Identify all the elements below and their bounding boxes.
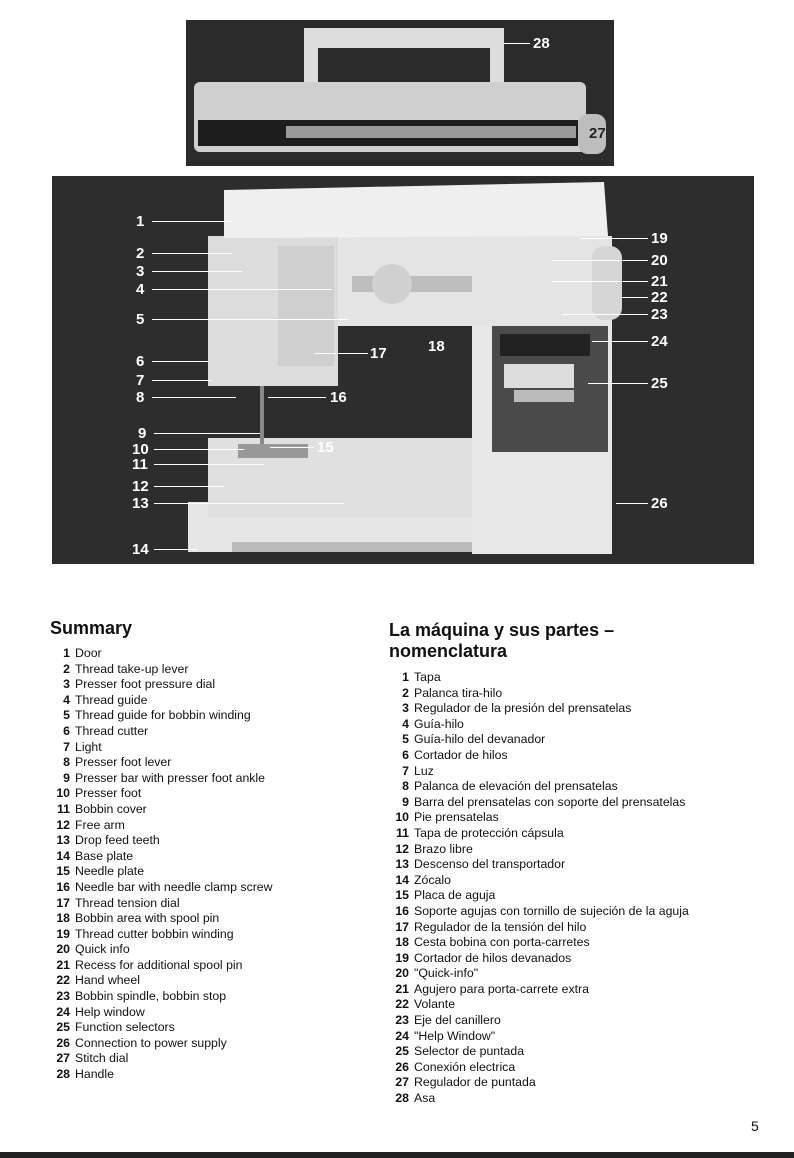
item-number: 19 [56,926,70,941]
item-number: 10 [395,810,409,825]
list-item [50,1036,273,1052]
item-number: 23 [395,1013,409,1028]
list-item [50,942,273,958]
summary-title: Summary [50,618,133,638]
list-item [50,927,273,943]
item-label: Help window [75,1004,145,1019]
callout-line-4 [152,289,332,290]
callout-27: 27 [589,125,606,142]
callout-line-20 [552,260,648,261]
item-number: 23 [56,989,70,1004]
item-number: 6 [63,723,70,738]
summary-list [50,646,273,1083]
item-number: 20 [56,942,70,957]
list-item [389,795,689,811]
item-number: 7 [402,763,409,778]
list-item [50,708,273,724]
item-number: 2 [63,661,70,676]
item-number: 6 [402,747,409,762]
spanish-list [389,670,689,1107]
item-number: 5 [402,732,409,747]
item-number: 9 [402,794,409,809]
list-item [50,849,273,865]
list-item [50,880,273,896]
callout-26: 26 [651,495,668,512]
callout-line-21 [552,281,648,282]
item-number: 12 [56,817,70,832]
callout-17: 17 [370,345,387,362]
item-label: Base plate [75,848,134,863]
item-label: Presser foot pressure dial [75,677,216,692]
item-label: Regulador de la presión del prensatelas [414,701,632,716]
item-number: 22 [395,997,409,1012]
item-label: Presser foot [75,786,142,801]
list-item [50,755,273,771]
callout-5: 5 [136,311,145,328]
item-label: Drop feed teeth [75,833,160,848]
list-item [389,748,689,764]
item-number: 26 [56,1035,70,1050]
list-item [389,951,689,967]
list-item [389,842,689,858]
machine-top-illustration [186,20,614,166]
callout-4: 4 [136,281,145,298]
item-label: Door [75,646,102,660]
item-label: Descenso del transportador [414,857,566,872]
list-item [50,864,273,880]
list-item [389,966,689,982]
callout-line-12 [154,486,224,487]
callout-3: 3 [136,263,145,280]
callout-28: 28 [533,35,550,52]
item-label: Zócalo [414,872,451,887]
callout-line-6 [152,361,208,362]
item-number: 11 [396,825,409,840]
list-item [389,1013,689,1029]
item-number: 10 [56,786,70,801]
callout-line-9 [154,433,260,434]
item-number: 25 [395,1044,409,1059]
list-item [389,764,689,780]
item-number: 4 [63,692,70,707]
list-item [50,896,273,912]
list-item [389,873,689,889]
callout-8: 8 [136,389,145,406]
item-number: 24 [56,1004,70,1019]
list-item [50,1067,273,1083]
list-item [50,1005,273,1021]
item-number: 15 [395,888,409,903]
item-label: Thread guide [75,692,148,707]
callout-line-23 [562,314,648,315]
list-item [389,982,689,998]
list-item [389,888,689,904]
callout-line-11 [154,464,264,465]
callout-11: 11 [132,456,148,473]
item-label: Thread cutter [75,723,149,738]
item-label: Needle bar with needle clamp screw [75,879,273,894]
callout-15: 15 [317,439,334,456]
item-label: Placa de aguja [414,888,496,903]
item-label: Light [75,739,102,754]
item-number: 12 [395,841,409,856]
list-item [50,771,273,787]
item-number: 8 [63,755,70,770]
callout-19: 19 [651,230,668,247]
item-number: 26 [395,1059,409,1074]
list-item [389,732,689,748]
callout-line-7 [152,380,212,381]
callout-line-22 [622,297,648,298]
list-item [389,779,689,795]
item-label: Thread guide for bobbin winding [75,708,251,723]
item-number: 22 [56,973,70,988]
item-number: 21 [56,957,70,972]
item-number: 15 [56,864,70,879]
item-label: Agujero para porta-carrete extra [414,981,589,996]
list-item [50,693,273,709]
list-item [50,989,273,1005]
bottom-rule [0,1152,794,1158]
item-label: Stitch dial [75,1051,129,1066]
item-number: 14 [56,848,70,863]
callout-2: 2 [136,245,145,262]
item-number: 16 [395,903,409,918]
item-label: Needle plate [75,864,145,879]
callout-line-25 [588,383,648,384]
item-label: "Quick-info" [414,966,479,981]
spanish-title-line1: La máquina y sus partes – [389,620,615,640]
list-item [50,833,273,849]
item-number: 9 [63,770,70,785]
item-label: Soporte agujas con tornillo de sujeción de la aguja [414,903,689,918]
list-item [389,997,689,1013]
callout-7: 7 [136,372,145,389]
item-label: Palanca tira-hilo [414,685,503,700]
callout-22: 22 [651,289,668,306]
item-label: Regulador de la tensión del hilo [414,919,587,934]
list-item [389,701,689,717]
item-number: 3 [63,677,70,692]
callout-24: 24 [651,333,668,350]
item-label: Handle [75,1067,114,1082]
list-item [50,677,273,693]
callout-line-10 [154,449,244,450]
callout-9: 9 [138,425,147,442]
item-label: Presser foot lever [75,755,172,770]
item-label: Palanca de elevación del prensatelas [414,779,618,794]
callout-line-19 [580,238,648,239]
item-number: 17 [395,919,409,934]
callout-line-8 [152,397,236,398]
list-item [50,662,273,678]
list-item [50,958,273,974]
item-label: Recess for additional spool pin [75,957,243,972]
item-number: 11 [57,801,70,816]
item-label: Pie prensatelas [414,810,499,825]
item-number: 8 [402,779,409,794]
item-label: Free arm [75,817,125,832]
list-item [50,1020,273,1036]
callout-25: 25 [651,375,668,392]
item-number: 7 [63,739,70,754]
item-label: Bobbin spindle, bobbin stop [75,989,227,1004]
item-label: Quick info [75,942,130,957]
callout-21: 21 [651,273,668,290]
list-item [389,857,689,873]
callout-14: 14 [132,541,149,558]
item-label: Barra del prensatelas con soporte del prensatelas [414,794,686,809]
item-number: 2 [402,685,409,700]
item-number: 1 [63,646,70,660]
item-number: 13 [56,833,70,848]
callout-20: 20 [651,252,668,269]
callout-12: 12 [132,478,149,495]
list-item [389,717,689,733]
list-item [389,1075,689,1091]
item-label: Tapa [414,670,441,684]
item-number: 16 [56,879,70,894]
item-number: 28 [395,1091,409,1106]
list-item [389,935,689,951]
item-number: 17 [56,895,70,910]
item-label: Function selectors [75,1020,175,1035]
item-number: 27 [56,1051,70,1066]
item-number: 3 [402,701,409,716]
item-number: 1 [402,670,409,684]
item-label: Bobbin cover [75,801,147,816]
list-item [389,686,689,702]
list-item [389,920,689,936]
list-item [50,1051,273,1067]
photo-machine-front [52,176,754,564]
item-label: Bobbin area with spool pin [75,911,220,926]
item-number: 18 [56,911,70,926]
callout-line-14 [154,549,198,550]
photo-machine-top [186,20,614,166]
list-item [50,646,273,662]
callout-1: 1 [136,213,145,230]
item-label: Connection to power supply [75,1035,227,1050]
callout-18: 18 [428,338,445,355]
callout-23: 23 [651,306,668,323]
list-item [389,670,689,686]
item-label: Tapa de protección cápsula [414,825,564,840]
item-label: Cortador de hilos [414,747,508,762]
list-item [50,818,273,834]
callout-13: 13 [132,495,149,512]
callout-line-1 [152,221,232,222]
spanish-title-line2: nomenclatura [389,641,508,661]
item-number: 21 [395,981,409,996]
item-number: 14 [395,872,409,887]
list-item [389,1091,689,1107]
list-item [50,973,273,989]
list-item [389,1060,689,1076]
list-item [389,1029,689,1045]
list-item [50,786,273,802]
item-number: 13 [395,857,409,872]
callout-16: 16 [330,389,347,406]
list-item [389,1044,689,1060]
callout-line-15 [270,447,314,448]
item-label: Brazo libre [414,841,473,856]
item-label: Hand wheel [75,973,140,988]
list-item [389,810,689,826]
callout-line-17 [314,353,368,354]
item-number: 24 [395,1028,409,1043]
list-item [389,826,689,842]
callout-line-24 [592,341,648,342]
list-item [50,724,273,740]
item-label: Cortador de hilos devanados [414,950,572,965]
item-label: Presser bar with presser foot ankle [75,770,266,785]
callout-line-2 [152,253,232,254]
item-label: Regulador de puntada [414,1075,536,1090]
list-item [389,904,689,920]
list-item [50,740,273,756]
callout-line-26 [616,503,648,504]
item-label: Conexión electrica [414,1059,516,1074]
item-number: 25 [56,1020,70,1035]
item-label: "Help Window" [414,1028,496,1043]
page-number: 5 [751,1118,759,1134]
item-label: Thread cutter bobbin winding [75,926,234,941]
item-label: Thread tension dial [75,895,180,910]
item-number: 5 [63,708,70,723]
item-label: Luz [414,763,434,778]
item-label: Volante [414,997,456,1012]
callout-line-28 [504,43,530,44]
item-number: 4 [402,716,409,731]
callout-line-5 [152,319,348,320]
spanish-title [389,620,614,662]
item-number: 28 [56,1067,70,1082]
item-number: 27 [395,1075,409,1090]
item-label: Eje del canillero [414,1013,501,1028]
callout-6: 6 [136,353,145,370]
item-label: Guía-hilo del devanador [414,732,546,747]
item-label: Thread take-up lever [75,661,189,676]
list-item [50,802,273,818]
item-label: Selector de puntada [414,1044,525,1059]
callout-10: 10 [132,441,149,458]
callout-line-3 [152,271,242,272]
item-label: Cesta bobina con porta-carretes [414,935,590,950]
item-number: 19 [395,950,409,965]
callout-line-13 [154,503,344,504]
callout-line-16 [268,397,326,398]
item-label: Asa [414,1091,436,1106]
list-item [50,911,273,927]
machine-front-illustration [52,176,754,564]
item-label: Guía-hilo [414,716,464,731]
item-number: 20 [395,966,409,981]
item-number: 18 [395,935,409,950]
